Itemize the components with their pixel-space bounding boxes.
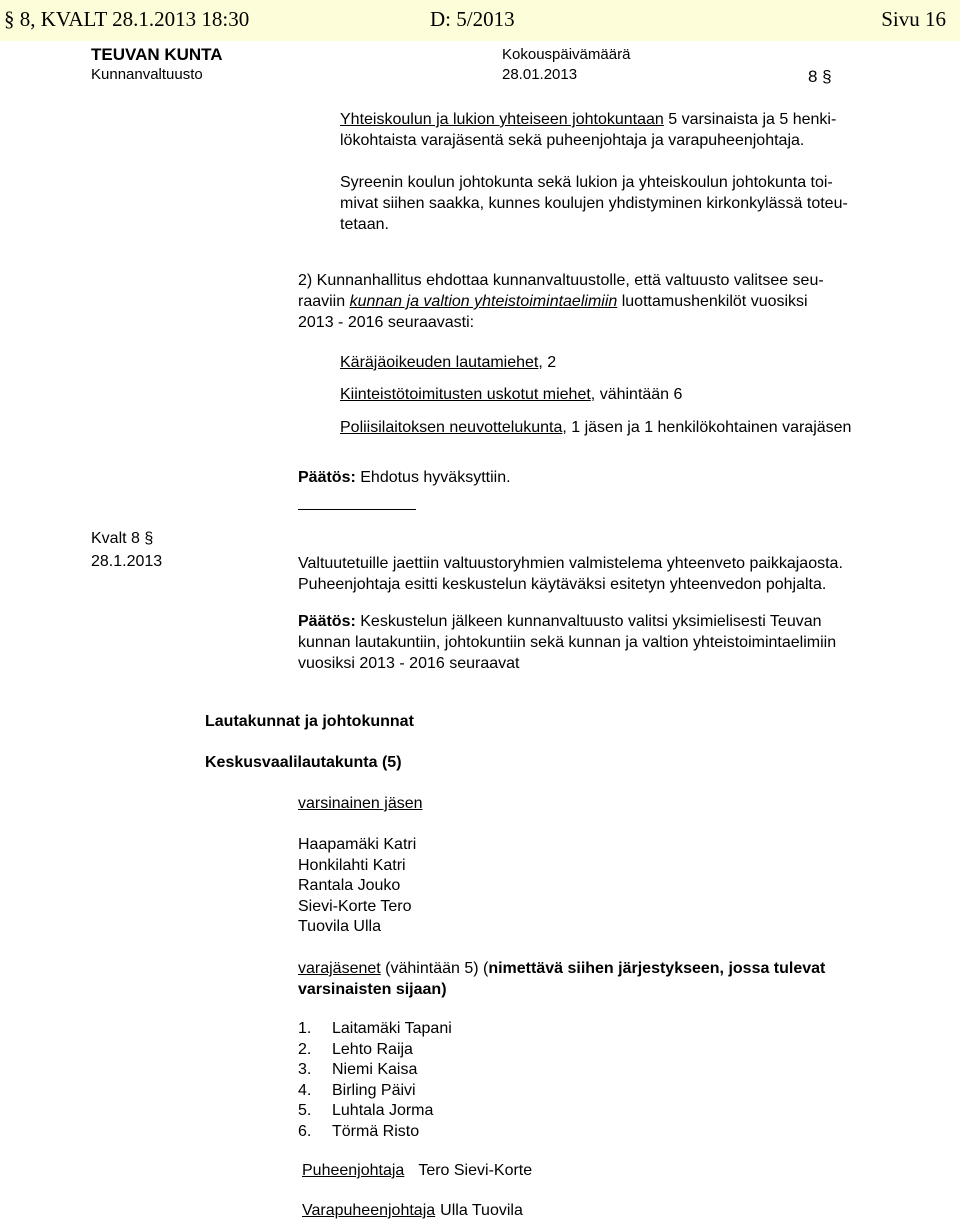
banner-left: § 8, KVALT 28.1.2013 18:30	[4, 7, 250, 31]
members-label: varsinainen jäsen	[298, 795, 423, 812]
meeting-date: 28.01.2013	[502, 66, 578, 83]
deputies-list	[298, 1019, 452, 1143]
committee-title: Keskusvaalilautakunta (5)	[205, 754, 402, 771]
school-board-link: Yhteiskoulun ja lukion yhteiseen johtokuntaan	[340, 111, 664, 128]
org-name: TEUVAN KUNTA	[91, 45, 223, 64]
joint-bodies-link: kunnan ja valtion yhteistoimintaelimiin	[349, 293, 618, 310]
deputies-header: varajäsenet (vähintään 5) (nimettävä siihen järjestykseen, jossa tulevat varsinaisten sijaan)	[298, 960, 826, 998]
list-item: Honkilahti Katri	[298, 856, 406, 874]
decision-approved: Päätös: Ehdotus hyväksyttiin.	[298, 469, 511, 486]
list-item: 5. Luhtala Jorma	[298, 1102, 434, 1120]
kvalt-reference: Kvalt 8 §	[91, 530, 154, 547]
divider-line	[298, 509, 416, 510]
vice-chair-line: Varapuheenjohtaja Ulla Tuovila	[302, 1202, 523, 1219]
list-item: 2. Lehto Raija	[298, 1040, 413, 1058]
section-number: 8 §	[808, 67, 832, 86]
body-item: Käräjäoikeuden lautamiehet, 2	[340, 354, 557, 371]
list-item: Tuovila Ulla	[298, 918, 381, 936]
list-item: Sievi-Korte Tero	[298, 897, 412, 915]
list-item: 6. Törmä Risto	[298, 1122, 420, 1140]
list-item: 4. Birling Päivi	[298, 1081, 416, 1099]
members-list	[298, 835, 416, 938]
body-item: Poliisilaitoksen neuvottelukunta, 1 jäsen ja 1 henkilökohtainen varajäsen	[340, 419, 852, 436]
chair-line: Puheenjohtaja Tero Sievi-Korte	[302, 1162, 533, 1179]
section-title: Lautakunnat ja johtokunnat	[205, 713, 414, 730]
council-name: Kunnanvaltuusto	[91, 66, 203, 83]
paragraph-school-board: Yhteiskoulun ja lukion yhteiseen johtokuntaan 5 varsinaista ja 5 henki- lökohtaista varajäsentä sekä puheenjohtaja ja varapuheenjohtaja.	[340, 111, 837, 149]
page-banner	[0, 0, 960, 41]
meeting-date-label: Kokouspäivämäärä	[502, 46, 631, 63]
list-item: Haapamäki Katri	[298, 836, 417, 853]
decision-elected: Päätös: Keskustelun jälkeen kunnanvaltuusto valitsi yksimielisesti Teuvan kunnan lautakuntiin, johtokuntiin sekä kunnan ja valtion yhteistoimintaelimiin vuosiksi 2013 - 2016 seuraavat	[298, 613, 837, 672]
paragraph-proposal: 2) Kunnanhallitus ehdottaa kunnanvaltuustolle, että valtuusto valitsee seu- raaviin kunnan ja valtion yhteistoimintaelimiin luottamushenkilöt vuosiksi 2013 - 2016 seuraavasti:	[298, 272, 824, 331]
list-item: 3. Niemi Kaisa	[298, 1061, 418, 1079]
banner-document-id: D: 5/2013	[430, 7, 515, 31]
list-item: Rantala Jouko	[298, 877, 401, 895]
paragraph-seat-distribution: Valtuutetuille jaettiin valtuustoryhmien valmistelema yhteenveto paikkajaosta. Puheenjohtaja esitti keskustelun käytäväksi esitetyn yhteenvedon pohjalta.	[298, 555, 843, 593]
banner-page-number: Sivu 16	[881, 7, 946, 31]
list-item: 1. Laitamäki Tapani	[298, 1020, 452, 1037]
kvalt-date: 28.1.2013	[91, 553, 163, 570]
body-item: Kiinteistötoimitusten uskotut miehet, vähintään 6	[340, 386, 683, 403]
paragraph-syreeni-school: Syreenin koulun johtokunta sekä lukion ja yhteiskoulun johtokunta toi- mivat siihen saakka, kunnes koulujen yhdistyminen kirkonkylässä toteu- tetaan.	[340, 174, 848, 233]
